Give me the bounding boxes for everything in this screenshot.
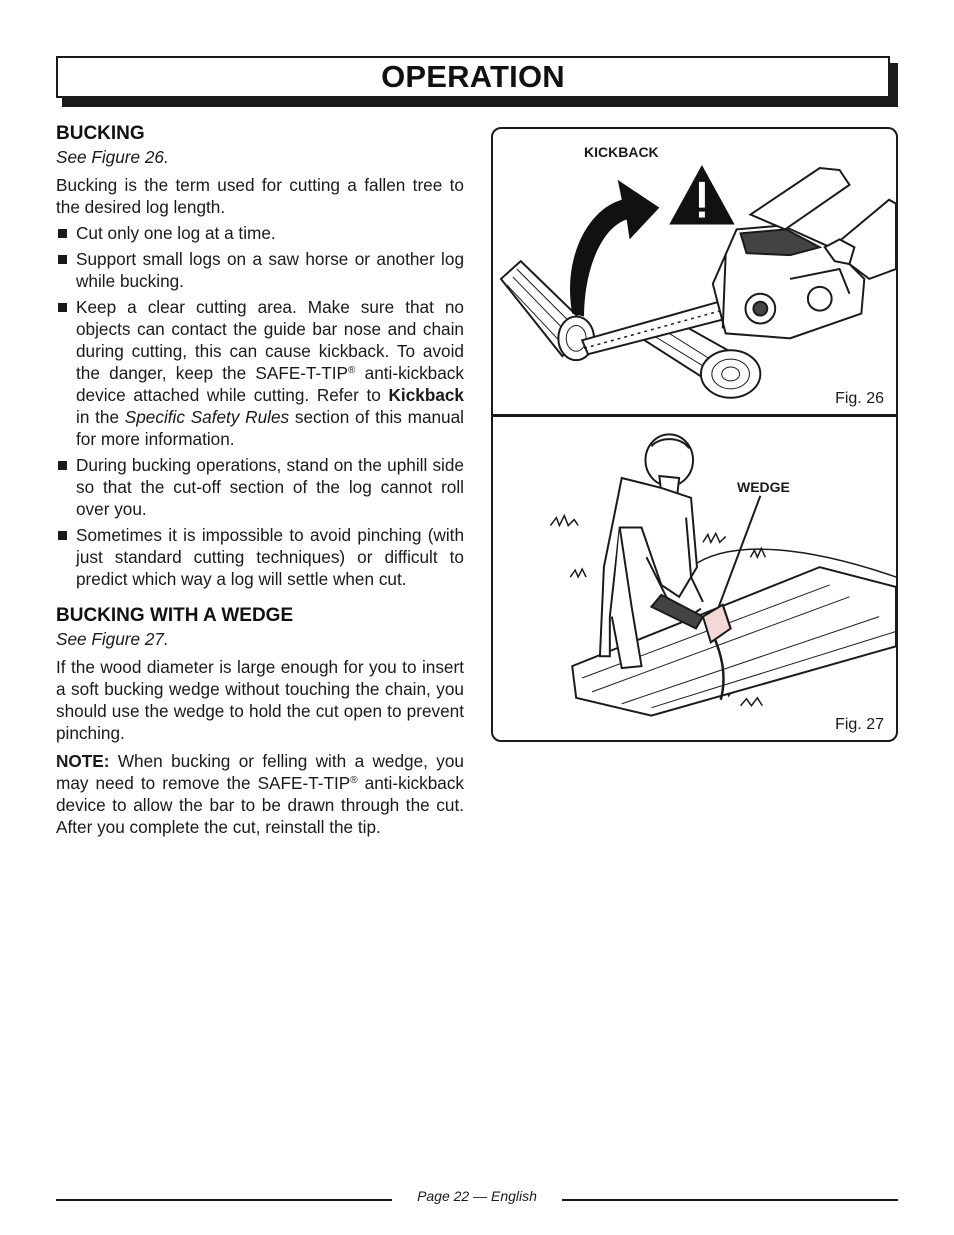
kickback-term: Kickback [388,385,464,405]
page-title: OPERATION [381,59,565,94]
text-run: in the [76,407,125,427]
list-item: Support small logs on a saw horse or another log while bucking. [56,248,464,292]
text-run: Keep a clear cutting area. Make sure that no objects can contact the guide bar nose and chain during cutting, this can cause kickback. To avoid the danger, keep the SAFE-T-TIP [76,297,464,383]
text-run: section of this manual for more information. [76,407,464,449]
text-run: anti-kickback device to allow the bar to be drawn through the cut. After you complete the cut, reinstall the tip. [56,773,465,837]
figure-27-illustration [493,417,896,739]
figure-26-illustration [493,129,896,414]
figure-panel [491,127,898,742]
list-item: Sometimes it is impossible to avoid pinching (with just standard cutting techniques) or difficult to predict which way a log will settle when cut. [56,524,464,590]
bullet-list [56,222,464,590]
note-label: NOTE: [56,751,110,771]
list-item: During bucking operations, stand on the uphill side so that the cut-off section of the log cannot roll over you. [56,454,464,520]
figure-reference: See Figure 26. [56,147,169,167]
ground-line-icon [691,549,896,577]
text-run: anti-kickback device attached while cutting. Refer to [76,363,464,405]
figure-reference: See Figure 27. [56,629,169,649]
registered-mark: ® [350,775,358,786]
paragraph: Bucking is the term used for cutting a fallen tree to the desired log length. [56,175,464,217]
section-heading-wedge: BUCKING WITH A WEDGE [56,605,294,626]
wedge-callout: WEDGE [737,479,790,495]
section-heading-bucking: BUCKING [56,123,145,144]
registered-mark: ® [348,365,356,376]
paragraph: If the wood diameter is large enough for you to insert a soft bucking wedge without touching the chain, you should use the wedge to hold the cut open to prevent pinching. [56,657,464,743]
header-banner [56,56,890,98]
list-item: Cut only one log at a time. [56,222,464,244]
kickback-callout: KICKBACK [584,144,659,160]
safety-rules-reference: Specific Safety Rules [124,407,290,427]
note-paragraph [56,750,464,838]
list-item [56,296,464,450]
page-footer: Page 22 — English [417,1188,537,1204]
kickback-arrow-icon [570,180,659,317]
text-column [56,122,464,838]
chainsaw-icon [582,225,864,354]
figure-27-label: Fig. 27 [835,716,884,733]
text-run: When bucking or felling with a wedge, you may need to remove the SAFE-T-TIP [56,751,464,793]
figure-26-label: Fig. 26 [835,390,884,407]
warning-triangle-icon [669,165,734,224]
